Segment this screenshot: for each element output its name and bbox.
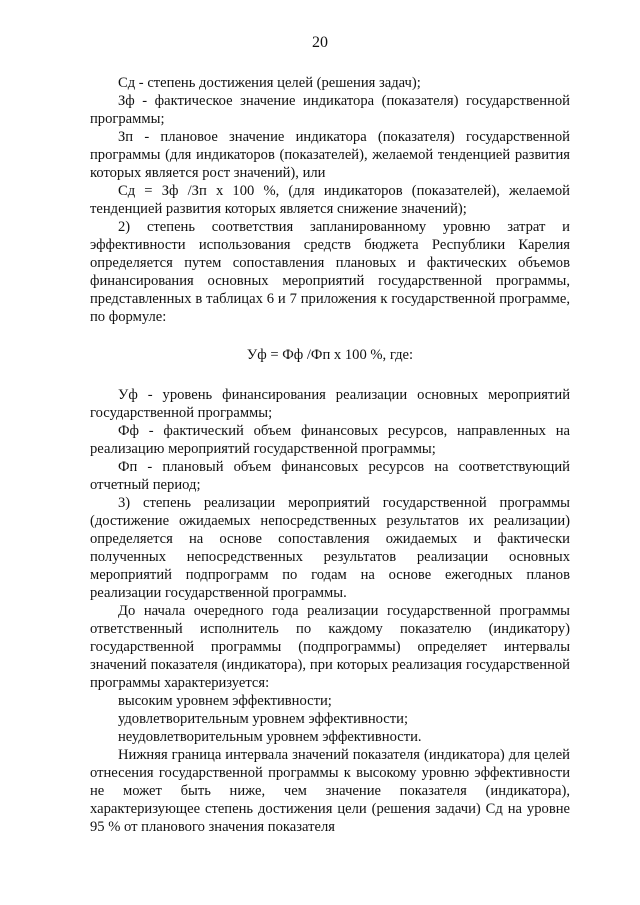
- paragraph: Зп - плановое значение индикатора (показателя) государственной программы (для индикаторов (показателей), желаемой тенденцией развития которых является рост значений), или: [90, 129, 570, 181]
- list-item: удовлетворительным уровнем эффективности;: [118, 711, 409, 727]
- paragraph: Зф - фактическое значение индикатора (показателя) государственной программы;: [90, 93, 570, 127]
- paragraph: Фф - фактический объем финансовых ресурсов, направленных на реализацию мероприятий государственной программы;: [90, 423, 570, 457]
- paragraph: Сд = Зф /Зп x 100 %, (для индикаторов (показателей), желаемой тенденцией развития которых является снижение значений);: [90, 183, 570, 217]
- paragraph: 2) степень соответствия запланированному уровню затрат и эффективности использования средств бюджета Республики Карелия определяется путем сопоставления плановых и фактических объемов финансирования основных мероприятий государственной программы, представленных в таблицах 6 и 7 приложения к государственной программе, по формуле:: [90, 219, 570, 325]
- paragraph: Нижняя граница интервала значений показателя (индикатора) для целей отнесения государственной программы к высокому уровню эффективности не может быть ниже, чем значение показателя (индикатора), характеризующее степень достижения цели (решения задачи) Сд на уровне 95 % от планового значения показателя: [90, 747, 570, 835]
- paragraph: 3) степень реализации мероприятий государственной программы (достижение ожидаемых непосредственных результатов их реализации) определяется на основе сопоставления ожидаемых и фактически полученных непосредственных результатов реализации основных мероприятий подпрограмм по годам на основе ежегодных планов реализации государственной программы.: [90, 495, 570, 601]
- document-body: [90, 74, 570, 836]
- paragraph: Уф - уровень финансирования реализации основных мероприятий государственной программы;: [90, 387, 570, 421]
- list-item: неудовлетворительным уровнем эффективности.: [118, 729, 422, 745]
- paragraph: Сд - степень достижения целей (решения задач);: [118, 75, 421, 91]
- page-number: 20: [312, 34, 328, 51]
- list-item: высоким уровнем эффективности;: [118, 693, 332, 709]
- formula: Уф = Фф /Фп x 100 %, где:: [246, 347, 414, 363]
- paragraph: Фп - плановый объем финансовых ресурсов на соответствующий отчетный период;: [90, 459, 570, 493]
- paragraph: До начала очередного года реализации государственной программы ответственный исполнитель по каждому показателю (индикатору) государственной программы (подпрограммы) определяет интервалы значений показателя (индикатора), при которых реализация государственной программы характеризуется:: [90, 603, 570, 691]
